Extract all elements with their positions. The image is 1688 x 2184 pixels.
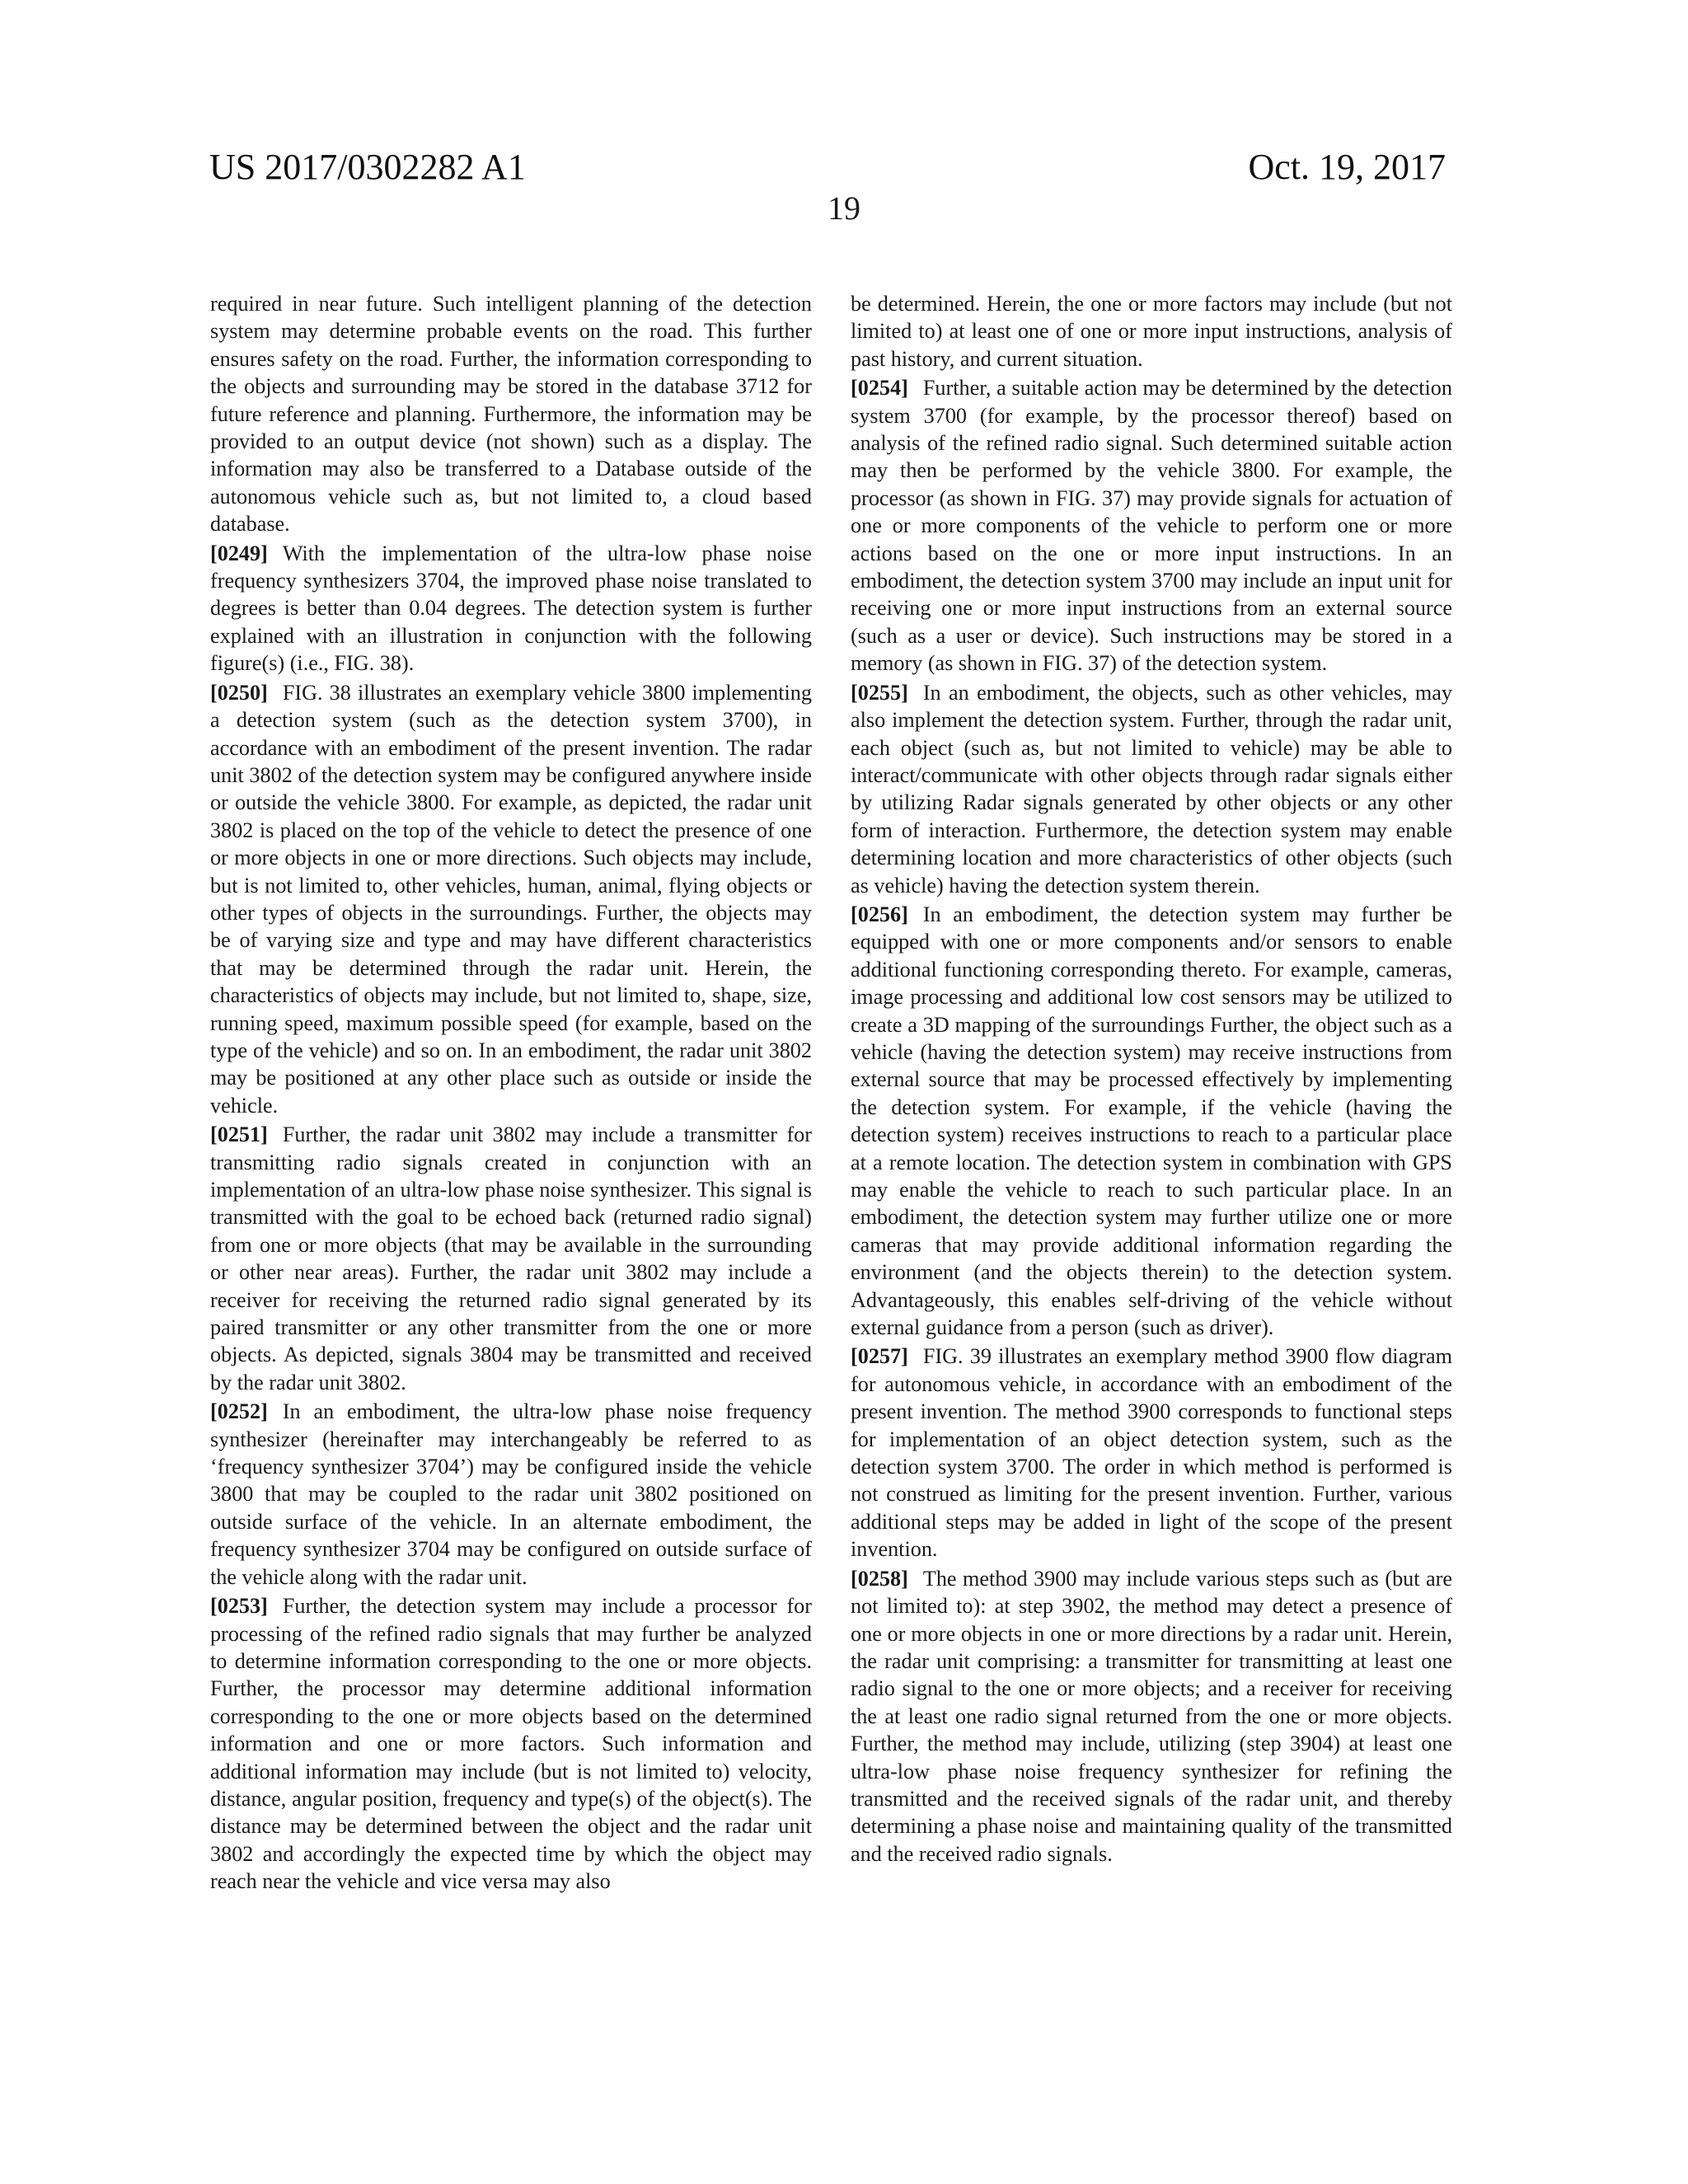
left-column — [210, 290, 812, 1897]
paragraph — [210, 1121, 812, 1396]
paragraph — [851, 679, 1452, 899]
paragraph — [210, 1398, 812, 1591]
paragraph — [851, 901, 1452, 1342]
paragraph-text: With the implementation of the ultra-low phase noise frequency synthesizers 3704, the improved phase noise translated to degrees is better than 0.04 degrees. The detection system is further explained with an illustration in conjunction with the following figure(s) (i.e., FIG. 38). — [210, 541, 812, 676]
paragraph-text: required in near future. Such intelligent planning of the detection system may determine probable events on the road. This further ensures safety on the road. Further, the information corresponding to the objects and surrounding may be stored in the database 3712 for future reference and planning. Furthermore, the information may be provided to an output device (not shown) such as a display. The information may also be transferred to a Database outside of the autonomous vehicle such as, but not limited to, a cloud based database. — [210, 292, 812, 537]
paragraph — [210, 1592, 812, 1895]
publication-date: Oct. 19, 2017 — [1248, 147, 1446, 187]
page-number: 19 — [828, 190, 860, 227]
paragraph-number: [0252] — [210, 1399, 268, 1424]
paragraph-number: [0257] — [851, 1344, 908, 1369]
paragraph-text: In an embodiment, the objects, such as other vehicles, may also implement the detection system. Further, through the radar unit, each object (such as, but not limited to vehicle) may be able to interact/communicate with other objects through radar signals either by utilizing Radar signals generated by other objects or any other form of interaction. Furthermore, the detection system may enable determining location and more characteristics of other objects (such as vehicle) having the detection system therein. — [851, 680, 1452, 898]
paragraph — [210, 290, 812, 538]
paragraph — [210, 679, 812, 1120]
paragraph-text: In an embodiment, the ultra-low phase noise frequency synthesizer (hereinafter may interchangeably be referred to as ‘frequency synthesizer 3704’) may be configured inside the vehicle 3800 that may be coupled to the radar unit 3802 positioned on outside surface of the vehicle. In an alternate embodiment, the frequency synthesizer 3704 may be configured on outside surface of the vehicle along with the radar unit. — [210, 1399, 812, 1589]
paragraph-text: be determined. Herein, the one or more factors may include (but not limited to) at least one of one or more input instructions, analysis of past history, and current situation. — [851, 292, 1452, 371]
paragraph-text: Further, the detection system may include a processor for processing of the refined radio signals that may further be analyzed to determine information corresponding to the one or more objects. Further, the processor may determine additional information corresponding to the one or more objects based on the determined information and one or more factors. Such information and additional information may include (but is not limited to) velocity, distance, angular position, frequency and type(s) of the object(s). The distance may be determined between the object and the radar unit 3802 and accordingly the expected time by which the object may reach near the vehicle and vice versa may also — [210, 1594, 812, 1894]
paragraph — [851, 1343, 1452, 1563]
paragraph-text: The method 3900 may include various steps such as (but are not limited to): at step 3902, the method may detect a presence of one or more objects in one or more directions by a radar unit. Herein, the radar unit comprising: a transmitter for transmitting at least one radio signal to the one or more objects; and a receiver for receiving the at least one radio signal returned from the one or more objects. Further, the method may include, utilizing (step 3904) at least one ultra-low phase noise frequency synthesizer for refining the transmitted and the received signals of the radar unit, and thereby determining a phase noise and maintaining quality of the transmitted and the received radio signals. — [851, 1566, 1452, 1866]
paragraph-text: FIG. 39 illustrates an exemplary method 3900 flow diagram for autonomous vehicle, in accordance with an embodiment of the present invention. The method 3900 corresponds to functional steps for implementation of an object detection system, such as the detection system 3700. The order in which method is performed is not construed as limiting for the present invention. Further, various additional steps may be added in light of the scope of the present invention. — [851, 1344, 1452, 1562]
right-column — [851, 290, 1452, 1869]
patent-number: US 2017/0302282 A1 — [209, 147, 526, 187]
paragraph-number: [0258] — [851, 1566, 908, 1591]
paragraph-text: In an embodiment, the detection system may further be equipped with one or more components and/or sensors to enable additional functioning corresponding thereto. For example, cameras, image processing and additional low cost sensors may be utilized to create a 3D mapping of the surroundings Further, the object such as a vehicle (having the detection system) may receive instructions from external source that may be processed effectively by implementing the detection system. For example, if the vehicle (having the detection system) receives instructions to reach to a particular place at a remote location. The detection system in combination with GPS may enable the vehicle to reach to such particular place. In an embodiment, the detection system may further utilize one or more cameras that may provide additional information regarding the environment (and the objects therein) to the detection system. Advantageously, this enables self-driving of the vehicle without external guidance from a person (such as driver). — [851, 902, 1452, 1340]
paragraph-number: [0250] — [210, 680, 268, 705]
paragraph-text: Further, the radar unit 3802 may include a transmitter for transmitting radio signals created in conjunction with an implementation of an ultra-low phase noise synthesizer. This signal is transmitted with the goal to be echoed back (returned radio signal) from one or more objects (that may be available in the surrounding or other near areas). Further, the radar unit 3802 may include a receiver for receiving the returned radio signal generated by its paired transmitter or any other transmitter from the one or more objects. As depicted, signals 3804 may be transmitted and received by the radar unit 3802. — [210, 1122, 812, 1394]
paragraph — [210, 540, 812, 677]
paragraph-text: Further, a suitable action may be determined by the detection system 3700 (for example, by the processor thereof) based on analysis of the refined radio signal. Such determined suitable action may then be performed by the vehicle 3800. For example, the processor (as shown in FIG. 37) may provide signals for actuation of one or more components of the vehicle to perform one or more actions based on the one or more input instructions. In an embodiment, the detection system 3700 may include an input unit for receiving one or more input instructions from an external source (such as a user or device). Such instructions may be stored in a memory (as shown in FIG. 37) of the detection system. — [851, 376, 1452, 676]
paragraph — [851, 290, 1452, 373]
paragraph-text: FIG. 38 illustrates an exemplary vehicle 3800 implementing a detection system (such as the detection system 3700), in accordance with an embodiment of the present invention. The radar unit 3802 of the detection system may be configured anywhere inside or outside the vehicle 3800. For example, as depicted, the radar unit 3802 is placed on the top of the vehicle to detect the presence of one or more objects in one or more directions. Such objects may include, but is not limited to, other vehicles, human, animal, flying objects or other types of objects in the surroundings. Further, the objects may be of varying size and type and may have different characteristics that may be determined through the radar unit. Herein, the characteristics of objects may include, but not limited to, shape, size, running speed, maximum possible speed (for example, based on the type of the vehicle) and so on. In an embodiment, the radar unit 3802 may be positioned at any other place such as outside or inside the vehicle. — [210, 680, 812, 1118]
paragraph-number: [0254] — [851, 376, 908, 401]
paragraph — [851, 1565, 1452, 1868]
paragraph — [851, 374, 1452, 677]
paragraph-number: [0249] — [210, 541, 268, 565]
paragraph-number: [0253] — [210, 1594, 268, 1619]
paragraph-number: [0255] — [851, 680, 908, 705]
paragraph-number: [0256] — [851, 902, 908, 926]
paragraph-number: [0251] — [210, 1122, 268, 1147]
